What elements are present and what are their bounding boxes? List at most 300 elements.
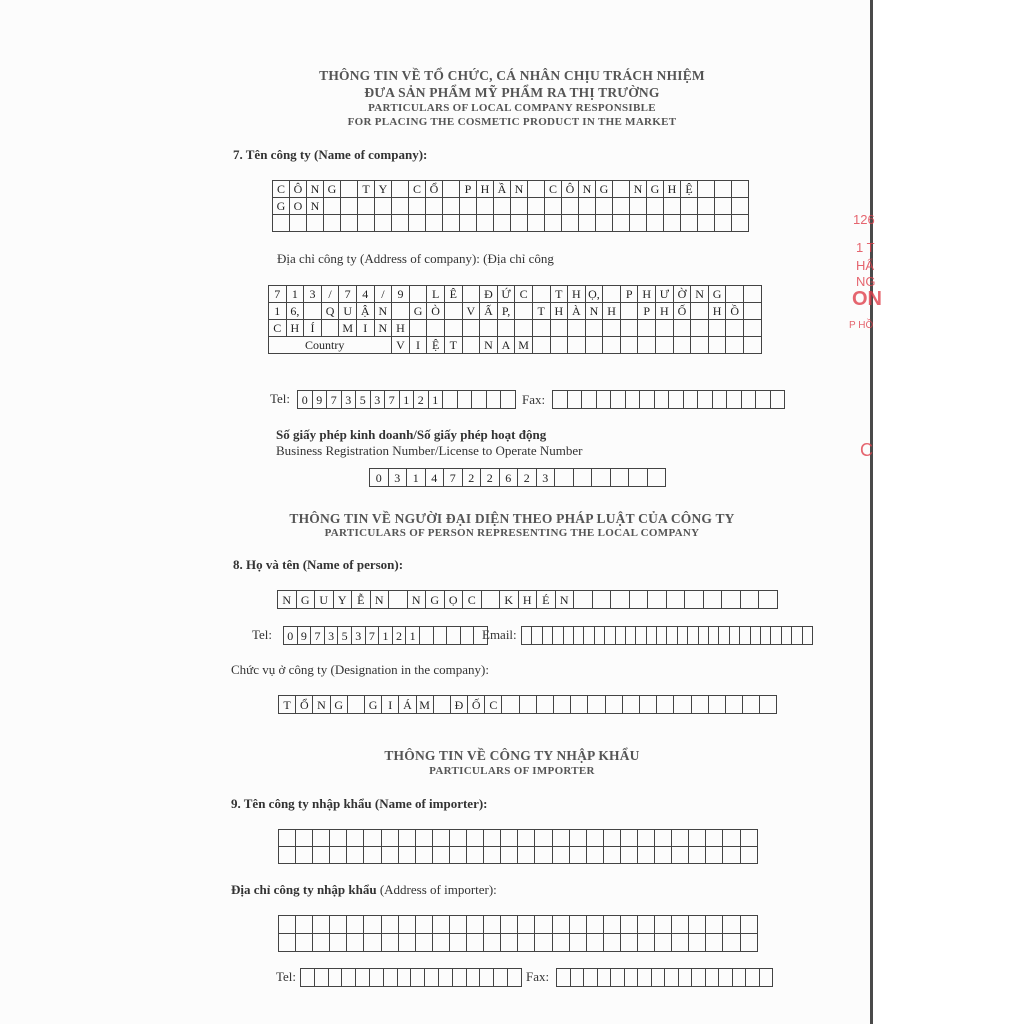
char-box[interactable] [672,830,689,847]
char-box[interactable]: Ò [427,303,445,320]
char-box[interactable] [347,696,364,714]
char-box[interactable] [347,830,364,847]
char-box[interactable]: 9 [392,286,410,303]
char-box[interactable] [605,627,615,645]
char-box[interactable] [647,215,664,232]
char-box[interactable] [501,916,518,934]
char-box[interactable]: H [286,320,304,337]
char-box[interactable] [651,969,665,987]
char-box[interactable] [522,627,532,645]
char-box[interactable] [381,830,398,847]
char-box[interactable] [620,830,637,847]
char-box[interactable] [603,337,621,354]
char-box[interactable] [347,847,364,864]
char-box[interactable] [665,969,679,987]
char-box[interactable]: N [278,591,297,609]
char-box[interactable] [497,320,515,337]
char-box[interactable] [449,916,466,934]
char-box[interactable] [637,916,654,934]
char-box[interactable]: 5 [338,627,352,645]
char-box[interactable] [571,696,588,714]
char-box[interactable] [358,215,375,232]
char-box[interactable] [698,198,715,215]
char-box[interactable]: T [532,303,550,320]
char-box[interactable]: 4 [425,469,444,487]
char-box[interactable] [290,215,307,232]
char-box[interactable] [427,320,445,337]
char-box[interactable]: À [568,303,586,320]
char-box[interactable] [573,469,592,487]
char-box[interactable] [613,215,630,232]
char-box[interactable] [550,337,568,354]
char-box[interactable] [655,830,672,847]
char-box[interactable]: Ấ [480,303,498,320]
char-box[interactable] [709,627,719,645]
char-box[interactable] [411,969,425,987]
char-box[interactable] [432,916,449,934]
char-box[interactable]: 3 [388,469,407,487]
char-box[interactable] [347,934,364,952]
char-box[interactable] [553,627,563,645]
char-box[interactable] [726,337,744,354]
char-box[interactable] [542,627,552,645]
char-box[interactable]: Ễ [352,591,371,609]
char-box[interactable] [307,215,324,232]
char-box[interactable]: U [339,303,357,320]
char-box[interactable] [569,934,586,952]
char-box[interactable]: 9 [297,627,311,645]
char-box[interactable] [415,830,432,847]
char-box[interactable]: H [603,303,621,320]
char-box[interactable] [756,391,771,409]
char-box[interactable] [518,934,535,952]
char-box[interactable] [562,215,579,232]
char-box[interactable]: 3 [341,391,356,409]
char-box[interactable]: Ô [562,181,579,198]
char-box[interactable] [443,391,458,409]
char-box[interactable]: G [364,696,381,714]
char-box[interactable] [655,934,672,952]
char-box[interactable] [484,934,501,952]
char-box[interactable] [573,627,583,645]
char-box[interactable] [369,969,383,987]
char-box[interactable] [715,215,732,232]
char-box[interactable] [398,847,415,864]
char-box[interactable] [392,198,409,215]
char-box[interactable] [630,215,647,232]
char-box[interactable]: N [374,320,392,337]
char-box[interactable] [719,627,729,645]
char-box[interactable] [545,215,562,232]
char-box[interactable] [708,696,725,714]
char-box[interactable]: T [550,286,568,303]
char-box[interactable] [364,830,381,847]
char-box[interactable] [535,847,552,864]
char-box[interactable] [715,181,732,198]
char-box[interactable]: 7 [365,627,379,645]
char-box[interactable] [443,215,460,232]
char-box[interactable] [472,391,487,409]
char-box[interactable]: 0 [284,627,298,645]
char-box[interactable] [732,181,749,198]
char-box[interactable] [603,320,621,337]
char-box[interactable] [691,303,709,320]
char-box[interactable] [358,198,375,215]
char-box[interactable] [603,934,620,952]
char-box[interactable] [740,830,757,847]
char-box[interactable]: Y [375,181,392,198]
char-box[interactable] [438,969,452,987]
char-box[interactable] [552,847,569,864]
char-box[interactable]: 7 [327,391,342,409]
char-box[interactable] [432,934,449,952]
char-box[interactable] [746,969,760,987]
char-box[interactable] [615,627,625,645]
char-box[interactable] [611,391,626,409]
char-box[interactable]: Ứ [497,286,515,303]
char-box[interactable]: N [374,303,392,320]
char-box[interactable]: H [477,181,494,198]
char-box[interactable] [449,830,466,847]
char-box[interactable] [620,934,637,952]
char-box[interactable] [466,969,480,987]
char-box[interactable] [691,320,709,337]
char-box[interactable] [744,303,762,320]
char-box[interactable] [638,969,652,987]
char-box[interactable] [727,391,742,409]
char-box[interactable]: 1 [269,303,287,320]
char-box[interactable] [447,627,461,645]
char-box[interactable]: G [296,591,315,609]
char-box[interactable] [678,969,692,987]
char-box[interactable] [588,696,605,714]
char-box[interactable] [674,696,691,714]
char-box[interactable] [341,198,358,215]
char-box[interactable] [639,696,656,714]
char-box[interactable]: H [656,303,674,320]
char-box[interactable]: 7 [385,391,400,409]
char-box[interactable] [629,469,648,487]
char-box[interactable] [610,469,629,487]
char-box[interactable] [740,847,757,864]
char-box[interactable] [584,969,598,987]
char-box[interactable] [681,198,698,215]
char-box[interactable] [519,696,536,714]
char-box[interactable] [381,916,398,934]
char-box[interactable] [640,391,655,409]
char-box[interactable]: N [511,181,528,198]
char-box[interactable] [532,320,550,337]
char-box[interactable] [586,830,603,847]
char-box[interactable] [562,198,579,215]
char-box[interactable] [723,916,740,934]
char-box[interactable] [732,969,746,987]
char-box[interactable] [689,847,706,864]
char-box[interactable] [279,847,296,864]
char-box[interactable]: C [269,320,287,337]
char-box[interactable] [364,934,381,952]
char-box[interactable]: 1 [428,391,443,409]
char-box[interactable] [364,847,381,864]
char-box[interactable] [664,215,681,232]
char-box[interactable] [552,934,569,952]
char-box[interactable] [392,303,410,320]
char-box[interactable] [567,391,582,409]
char-box[interactable] [501,391,516,409]
char-box[interactable] [392,181,409,198]
char-box[interactable] [620,847,637,864]
char-box[interactable] [279,934,296,952]
char-box[interactable] [740,916,757,934]
char-box[interactable] [535,916,552,934]
char-box[interactable]: N [370,591,389,609]
char-box[interactable]: Ờ [673,286,691,303]
char-box[interactable] [330,847,347,864]
char-box[interactable] [725,696,742,714]
char-box[interactable] [584,627,594,645]
char-box[interactable] [375,215,392,232]
char-box[interactable] [553,391,568,409]
char-box[interactable] [683,391,698,409]
char-box[interactable]: 3 [351,627,365,645]
char-box[interactable] [552,830,569,847]
char-box[interactable]: V [392,337,410,354]
char-box[interactable] [356,969,370,987]
char-box[interactable] [637,830,654,847]
char-box[interactable] [743,696,760,714]
char-box[interactable] [646,627,656,645]
char-box[interactable]: 0 [298,391,313,409]
char-box[interactable] [467,934,484,952]
char-box[interactable]: Ê [444,286,462,303]
char-box[interactable] [426,198,443,215]
char-box[interactable] [381,934,398,952]
char-box[interactable] [328,969,342,987]
char-box[interactable] [515,303,533,320]
char-box[interactable] [620,303,638,320]
char-box[interactable] [622,696,639,714]
char-box[interactable]: N [313,696,330,714]
char-box[interactable] [398,916,415,934]
char-box[interactable] [462,286,480,303]
char-box[interactable] [296,916,313,934]
char-box[interactable] [620,916,637,934]
char-box[interactable] [672,847,689,864]
char-box[interactable]: 2 [481,469,500,487]
char-box[interactable] [426,215,443,232]
char-box[interactable] [574,591,593,609]
char-box[interactable] [740,591,759,609]
char-box[interactable] [569,830,586,847]
char-box[interactable] [760,627,770,645]
char-box[interactable] [545,198,562,215]
char-box[interactable]: Í [304,320,322,337]
char-box[interactable] [313,934,330,952]
char-box[interactable] [304,303,322,320]
char-box[interactable] [477,215,494,232]
char-box[interactable] [689,830,706,847]
char-box[interactable] [611,591,630,609]
char-box[interactable]: Ố [673,303,691,320]
char-box[interactable]: T [279,696,296,714]
char-box[interactable] [611,969,625,987]
char-box[interactable] [462,320,480,337]
char-box[interactable]: N [480,337,498,354]
char-box[interactable] [740,627,750,645]
char-box[interactable]: H [568,286,586,303]
char-box[interactable]: O [290,198,307,215]
char-box[interactable] [432,830,449,847]
char-box[interactable]: É [537,591,556,609]
char-box[interactable] [586,847,603,864]
char-box[interactable]: Y [333,591,352,609]
char-box[interactable]: T [444,337,462,354]
char-box[interactable] [398,934,415,952]
char-box[interactable] [419,627,433,645]
char-box[interactable] [528,215,545,232]
char-box[interactable]: U [315,591,334,609]
char-box[interactable] [744,337,762,354]
char-box[interactable] [673,337,691,354]
char-box[interactable]: Ọ, [585,286,603,303]
char-box[interactable] [605,696,622,714]
char-box[interactable] [397,969,411,987]
char-box[interactable] [494,215,511,232]
char-box[interactable] [467,847,484,864]
char-box[interactable] [279,830,296,847]
company-fax-field[interactable] [552,390,785,409]
char-box[interactable] [770,391,785,409]
char-box[interactable] [706,830,723,847]
char-box[interactable] [647,198,664,215]
char-box[interactable]: 3 [304,286,322,303]
char-box[interactable] [802,627,812,645]
char-box[interactable] [706,847,723,864]
char-box[interactable] [324,198,341,215]
char-box[interactable] [585,337,603,354]
char-box[interactable]: 2 [518,469,537,487]
char-box[interactable] [603,847,620,864]
char-box[interactable] [759,591,778,609]
char-box[interactable]: H [664,181,681,198]
char-box[interactable]: 2 [414,391,429,409]
importer-fax-field[interactable] [556,968,773,987]
char-box[interactable] [460,215,477,232]
char-box[interactable] [409,320,427,337]
char-box[interactable]: 2 [392,627,406,645]
char-box[interactable] [666,591,685,609]
char-box[interactable] [383,969,397,987]
char-box[interactable]: 1 [399,391,414,409]
char-box[interactable] [750,627,760,645]
char-box[interactable]: N [585,303,603,320]
char-box[interactable]: G [324,181,341,198]
char-box[interactable] [301,969,315,987]
char-box[interactable] [480,969,494,987]
char-box[interactable] [330,916,347,934]
char-box[interactable] [347,916,364,934]
char-box[interactable] [586,934,603,952]
char-box[interactable]: G [596,181,613,198]
char-box[interactable] [314,969,328,987]
char-box[interactable] [715,198,732,215]
char-box[interactable] [501,934,518,952]
char-box[interactable] [698,391,713,409]
char-box[interactable] [685,591,704,609]
char-box[interactable]: H [638,286,656,303]
char-box[interactable] [296,847,313,864]
char-box[interactable] [375,198,392,215]
char-box[interactable] [689,934,706,952]
char-box[interactable]: Á [399,696,416,714]
char-box[interactable] [460,198,477,215]
char-box[interactable]: 0 [370,469,389,487]
char-box[interactable] [460,627,474,645]
char-box[interactable] [554,696,571,714]
char-box[interactable] [480,320,498,337]
char-box[interactable]: N [407,591,426,609]
char-box[interactable]: 9 [312,391,327,409]
char-box[interactable] [392,215,409,232]
char-box[interactable]: M [339,320,357,337]
char-box[interactable] [449,934,466,952]
char-box[interactable] [535,830,552,847]
char-box[interactable] [655,847,672,864]
char-box[interactable]: Ậ [356,303,374,320]
char-box[interactable] [759,969,773,987]
char-box[interactable] [692,969,706,987]
char-box[interactable] [706,934,723,952]
char-box[interactable]: 1 [286,286,304,303]
char-box[interactable]: A [497,337,515,354]
person-email-field[interactable] [521,626,813,645]
char-box[interactable] [712,391,727,409]
char-box[interactable]: / [321,286,339,303]
char-box[interactable]: 3 [370,391,385,409]
char-box[interactable]: I [409,337,427,354]
char-box[interactable] [415,916,432,934]
char-box[interactable] [579,215,596,232]
char-box[interactable]: 7 [444,469,463,487]
char-box[interactable]: T [358,181,375,198]
char-box[interactable] [296,934,313,952]
char-box[interactable] [771,627,781,645]
char-box[interactable]: H [708,303,726,320]
char-box[interactable] [726,320,744,337]
char-box[interactable] [511,215,528,232]
char-box[interactable] [781,627,791,645]
char-box[interactable] [563,627,573,645]
company-name-grid[interactable] [272,180,749,232]
char-box[interactable] [698,627,708,645]
person-tel-field[interactable] [283,626,488,645]
char-box[interactable] [703,591,722,609]
char-box[interactable]: H [550,303,568,320]
char-box[interactable] [532,337,550,354]
char-box[interactable]: P [638,303,656,320]
char-box[interactable]: Ư [656,286,674,303]
char-box[interactable]: P [620,286,638,303]
char-box[interactable] [409,198,426,215]
char-box[interactable] [596,215,613,232]
char-box[interactable]: Ố [468,696,485,714]
char-box[interactable] [613,198,630,215]
importer-tel-field[interactable] [300,968,522,987]
char-box[interactable] [535,934,552,952]
char-box[interactable]: I [356,320,374,337]
char-box[interactable] [667,627,677,645]
char-box[interactable] [462,337,480,354]
